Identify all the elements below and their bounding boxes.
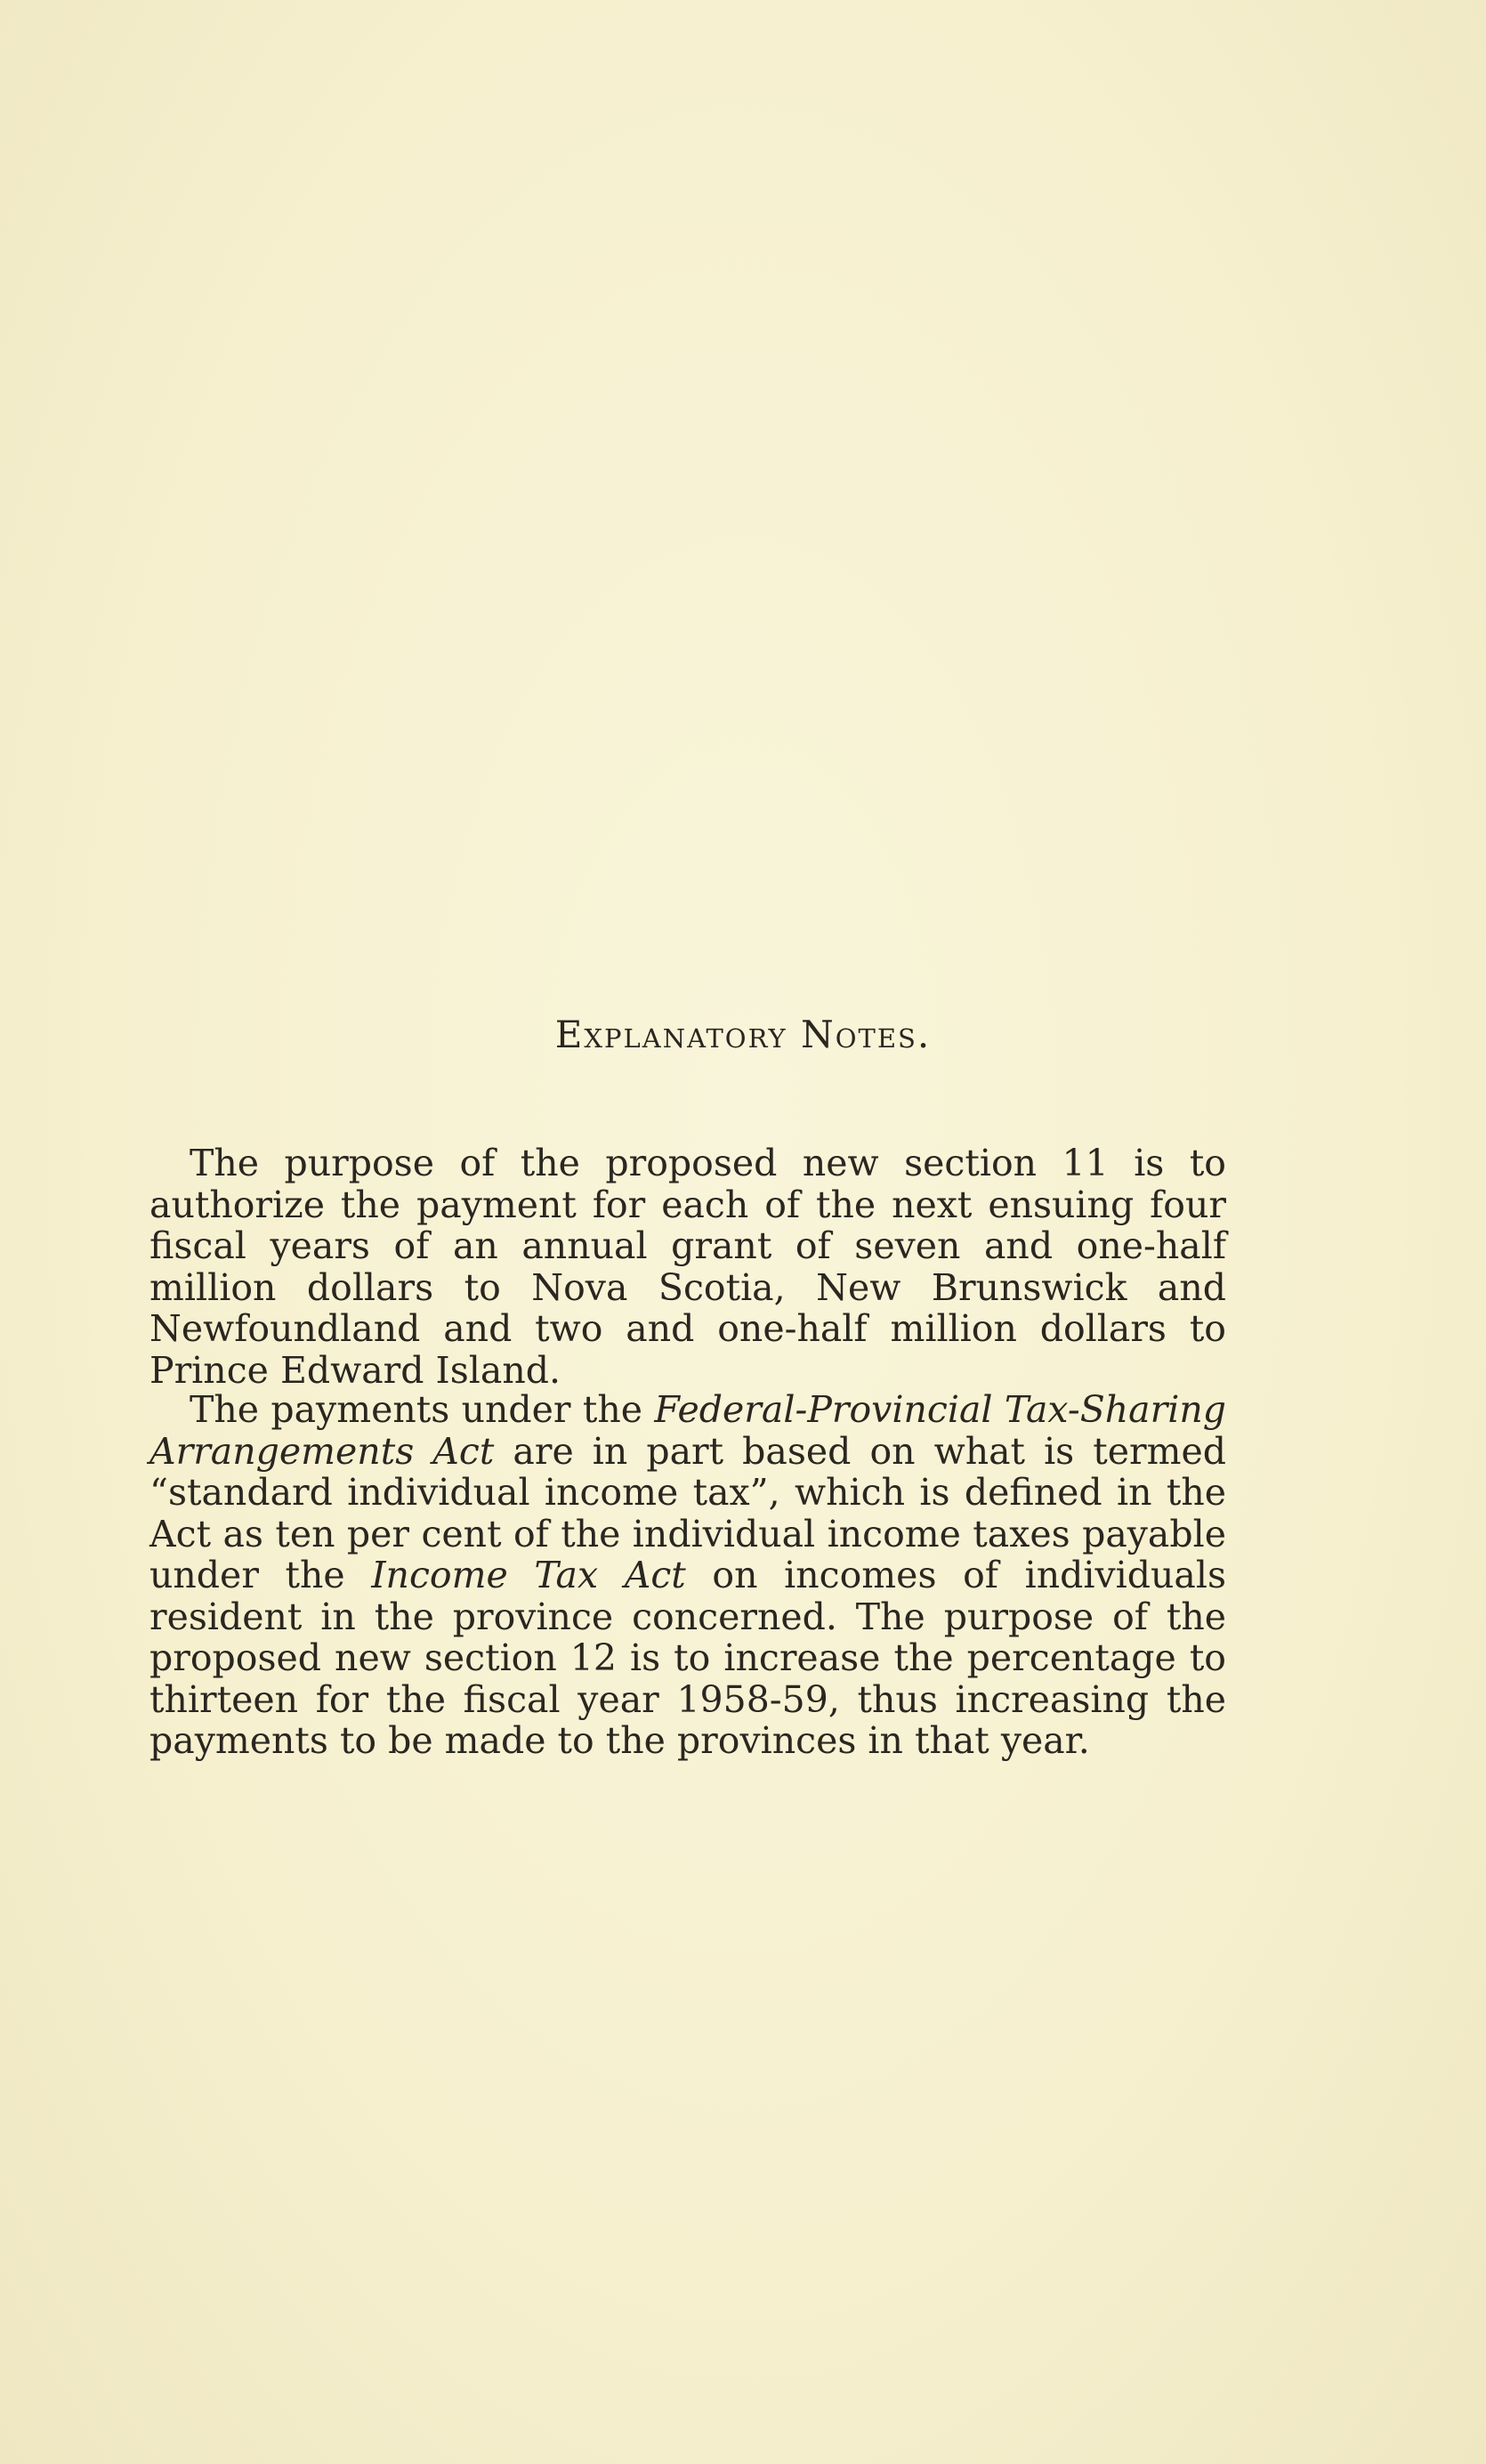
paragraph-section-11: The purpose of the proposed new section 11 is to authorize the payment for each of the next ensuing four fiscal years of an annual grant of seven and one-half million dollars to Nova Scotia, New Brunswick and Newfoundland and two and one-half million dollars to Prince Edward Island.: [149, 1142, 1226, 1392]
act-title-tax-sharing: Federal-Provincial Tax-Sharing Arrangements Act: [149, 1388, 1226, 1473]
act-title-income-tax: Income Tax Act: [371, 1554, 686, 1596]
paragraph-section-12: [149, 1389, 1226, 1762]
paragraph-text: are in part based on what is termed “standard individual income tax”, which is defined in the Act as ten per cent of the individual income taxes payable under the: [149, 1429, 1227, 1596]
explanatory-notes-heading: Explanatory Notes.: [554, 1013, 932, 1056]
paragraph-text: The payments under the: [190, 1388, 655, 1431]
paragraph-text: on incomes of individuals resident in the province concerned. The purpose of the proposed new section 12 is to increase the percentage to thirteen for the fiscal year 1958-59, thus increasing the payments to be made to the provinces in that year.: [149, 1554, 1227, 1762]
